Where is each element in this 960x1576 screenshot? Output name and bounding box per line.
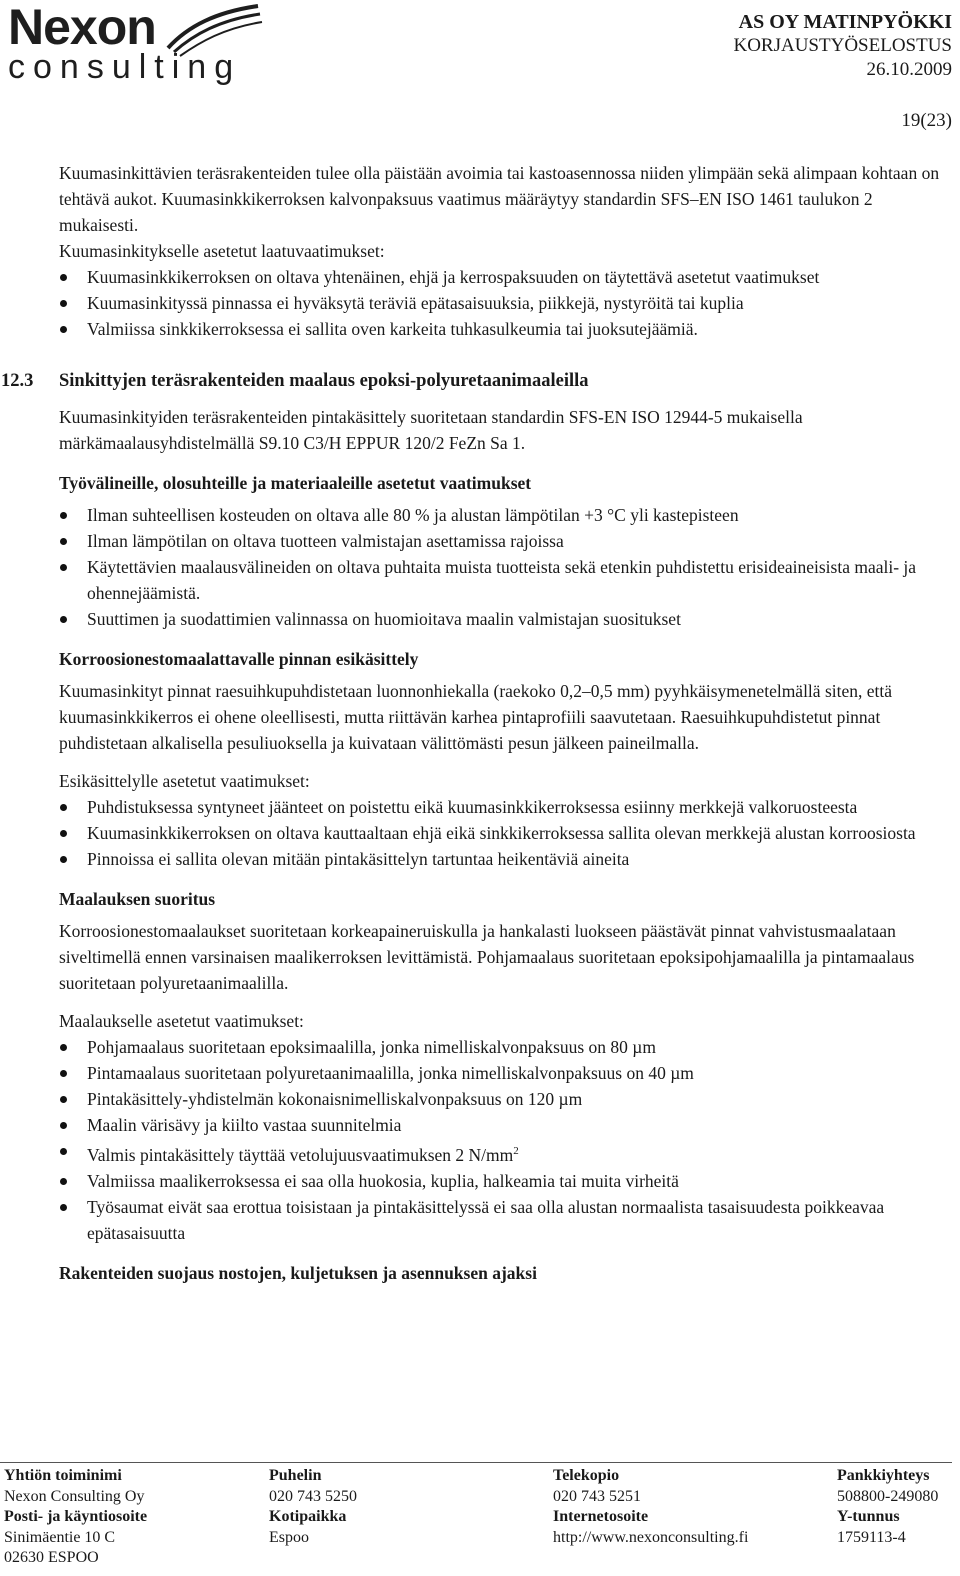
pretreat-req-intro: Esikäsittelylle asetetut vaatimukset: — [59, 771, 310, 791]
list-item: Suuttimen ja suodattimien valinnassa on huomioitava maalin valmistajan suositukset — [59, 606, 943, 632]
footer-label: Internetosoite — [553, 1508, 649, 1525]
header-company: AS OY MATINPYÖKKI — [738, 11, 952, 33]
list-item: Ilman suhteellisen kosteuden on oltava alle 80 % ja alustan lämpötilan +3 °C yli kastepisteen — [59, 502, 943, 528]
header-doc-type: KORJAUSTYÖSELOSTUS — [733, 35, 952, 56]
list-item: Työsaumat eivät saa erottua toisistaan ja pintakäsittelyssä ei saa olla alustan normaalista tasaisuudesta poikkeavaa epätasaisuutta — [59, 1194, 943, 1246]
footer-fax-column — [553, 1466, 748, 1548]
list-item — [59, 1138, 943, 1168]
list-item: Pintamaalaus suoritetaan polyuretaanimaalilla, jonka nimelliskalvonpaksuus on 40 µm — [59, 1060, 943, 1086]
footer-value: 508800-249080 — [837, 1487, 939, 1505]
footer-divider — [0, 1462, 952, 1463]
paint-req-intro: Maalaukselle asetetut vaatimukset: — [59, 1011, 304, 1031]
superscript: 2 — [513, 1145, 519, 1157]
header-date: 26.10.2009 — [866, 59, 952, 80]
list-item-text: Valmis pintakäsittely täyttää vetolujuusvaatimuksen 2 N/mm — [87, 1144, 514, 1165]
logo-subtitle: consulting — [8, 48, 242, 86]
list-item: Käytettävien maalausvälineiden on oltava puhtaita muista tuotteista sekä etenkin puhdistettu erisideaineisista maali- ja ohennejäämistä. — [59, 554, 943, 606]
footer-value: 020 743 5250 — [269, 1487, 357, 1505]
quality-intro: Kuumasinkitykselle asetetut laatuvaatimukset: — [59, 241, 385, 261]
footer-label: Y-tunnus — [837, 1508, 900, 1525]
logo-wordmark: Nexon — [8, 0, 156, 55]
pretreat-list — [59, 794, 943, 872]
footer-value: 1759113-4 — [837, 1528, 906, 1546]
paint-heading: Maalauksen suoritus — [59, 889, 216, 909]
list-item: Pinnoissa ei sallita olevan mitään pintakäsittelyn tartuntaa heikentäviä aineita — [59, 846, 943, 872]
section-title: Sinkittyjen teräsrakenteiden maalaus epoksi-polyuretaanimaaleilla — [59, 371, 589, 391]
protect-heading: Rakenteiden suojaus nostojen, kuljetuksen ja asennuksen ajaksi — [59, 1262, 537, 1283]
footer-company-column — [4, 1466, 147, 1569]
list-item: Valmiissa maalikerroksessa ei saa olla huokosia, kuplia, halkeamia tai muita virheitä — [59, 1168, 943, 1194]
list-item: Kuumasinkkikerroksen on oltava yhtenäinen, ehjä ja kerrospaksuuden on täytettävä asetetut vaatimukset — [59, 264, 943, 290]
footer-website-link[interactable]: http://www.nexonconsulting.fi — [553, 1528, 749, 1546]
document-body — [1, 160, 943, 1292]
footer-value: 020 743 5251 — [553, 1487, 641, 1505]
pretreat-paragraph: Kuumasinkityt pinnat raesuihkupuhdistetaan luonnonhiekalla (raekoko 0,2–0,5 mm) pyyhkäisymenetelmällä siten, että kuumasinkkikerros ei ohene oleellisesti, mutta riittävän karhea pintaprofiili saavutetaan. Raesuihkupuhdistetut pinnat puhdistetaan alkalisella pesuliuoksella ja kuivataan välittömästi pesun jälkeen paineilmalla. — [59, 681, 893, 753]
footer-phone-column — [269, 1466, 357, 1548]
list-item: Valmiissa sinkkikerroksessa ei sallita oven karkeita tuhkasulkeumia tai juoksutejäämiä. — [59, 316, 943, 342]
intro-paragraph: Kuumasinkittävien teräsrakenteiden tulee olla päistään avoimia tai kastoasennossa niiden ylimpään sekä alimpaan kohtaan on tehtävä aukot. Kuumasinkkikerroksen kalvonpaksuus vaatimus määräytyy standardin SFS–EN ISO 1461 taulukon 2 mukaisesti. — [59, 163, 940, 235]
document-header — [733, 10, 952, 82]
footer-label: Puhelin — [269, 1467, 322, 1484]
footer-label: Pankkiyhteys — [837, 1467, 930, 1484]
section-heading: 12.3 Sinkittyjen teräsrakenteiden maalaus epoksi-polyuretaanimaaleilla — [1, 371, 589, 391]
paint-paragraph: Korroosionestomaalaukset suoritetaan korkeapaineruiskulla ja hankalasti luokseen päästävät pinnat vahvistusmaalataan siveltimellä ennen varsinaisen maalikerroksen levittämistä. Pohjamaalaus suoritetaan epoksipohjamaalilla ja pintamaalaus suoritetaan polyuretaanimaalilla. — [59, 921, 915, 993]
tools-heading: Työvälineille, olosuhteille ja materiaaleille asetetut vaatimukset — [59, 473, 532, 493]
footer-bank-column — [837, 1466, 938, 1548]
footer-label: Yhtiön toiminimi — [4, 1467, 122, 1484]
footer-label: Kotipaikka — [269, 1508, 347, 1525]
page-number: 19(23) — [901, 110, 952, 131]
footer-value: 02630 ESPOO — [4, 1549, 99, 1566]
tools-list — [59, 502, 943, 632]
list-item: Ilman lämpötilan on oltava tuotteen valmistajan asettamissa rajoissa — [59, 528, 943, 554]
footer-value: Nexon Consulting Oy — [4, 1487, 145, 1505]
paint-list — [59, 1034, 943, 1246]
footer-value: Espoo — [269, 1528, 309, 1546]
company-logo — [6, 0, 266, 88]
pretreat-heading: Korroosionestomaalattavalle pinnan esikäsittely — [59, 649, 419, 669]
list-item: Kuumasinkityssä pinnassa ei hyväksytä teräviä epätasaisuuksia, piikkejä, nystyröitä tai kuplia — [59, 290, 943, 316]
list-item: Pohjamaalaus suoritetaan epoksimaalilla, jonka nimelliskalvonpaksuus on 80 µm — [59, 1034, 943, 1060]
footer-label: Telekopio — [553, 1467, 620, 1484]
quality-list — [59, 264, 943, 342]
list-item: Puhdistuksessa syntyneet jäänteet on poistettu eikä kuumasinkkikerroksessa esiinny merkkejä valkoruosteesta — [59, 794, 943, 820]
footer-value: Sinimäentie 10 C — [4, 1528, 116, 1546]
list-item: Maalin värisävy ja kiilto vastaa suunnitelmia — [59, 1112, 943, 1138]
list-item: Pintakäsittely-yhdistelmän kokonaisnimelliskalvonpaksuus on 120 µm — [59, 1086, 943, 1112]
list-item: Kuumasinkkikerroksen on oltava kauttaaltaan ehjä eikä sinkkikerroksessa sallita olevan merkkejä alustan korroosiosta — [59, 820, 943, 846]
footer-label: Posti- ja käyntiosoite — [4, 1508, 148, 1525]
section-intro: Kuumasinkityiden teräsrakenteiden pintakäsittely suoritetaan standardin SFS-EN ISO 12944-5 mukaisella märkämaalausyhdistelmällä S9.10 C3/H EPPUR 120/2 FeZn Sa 1. — [59, 407, 803, 453]
